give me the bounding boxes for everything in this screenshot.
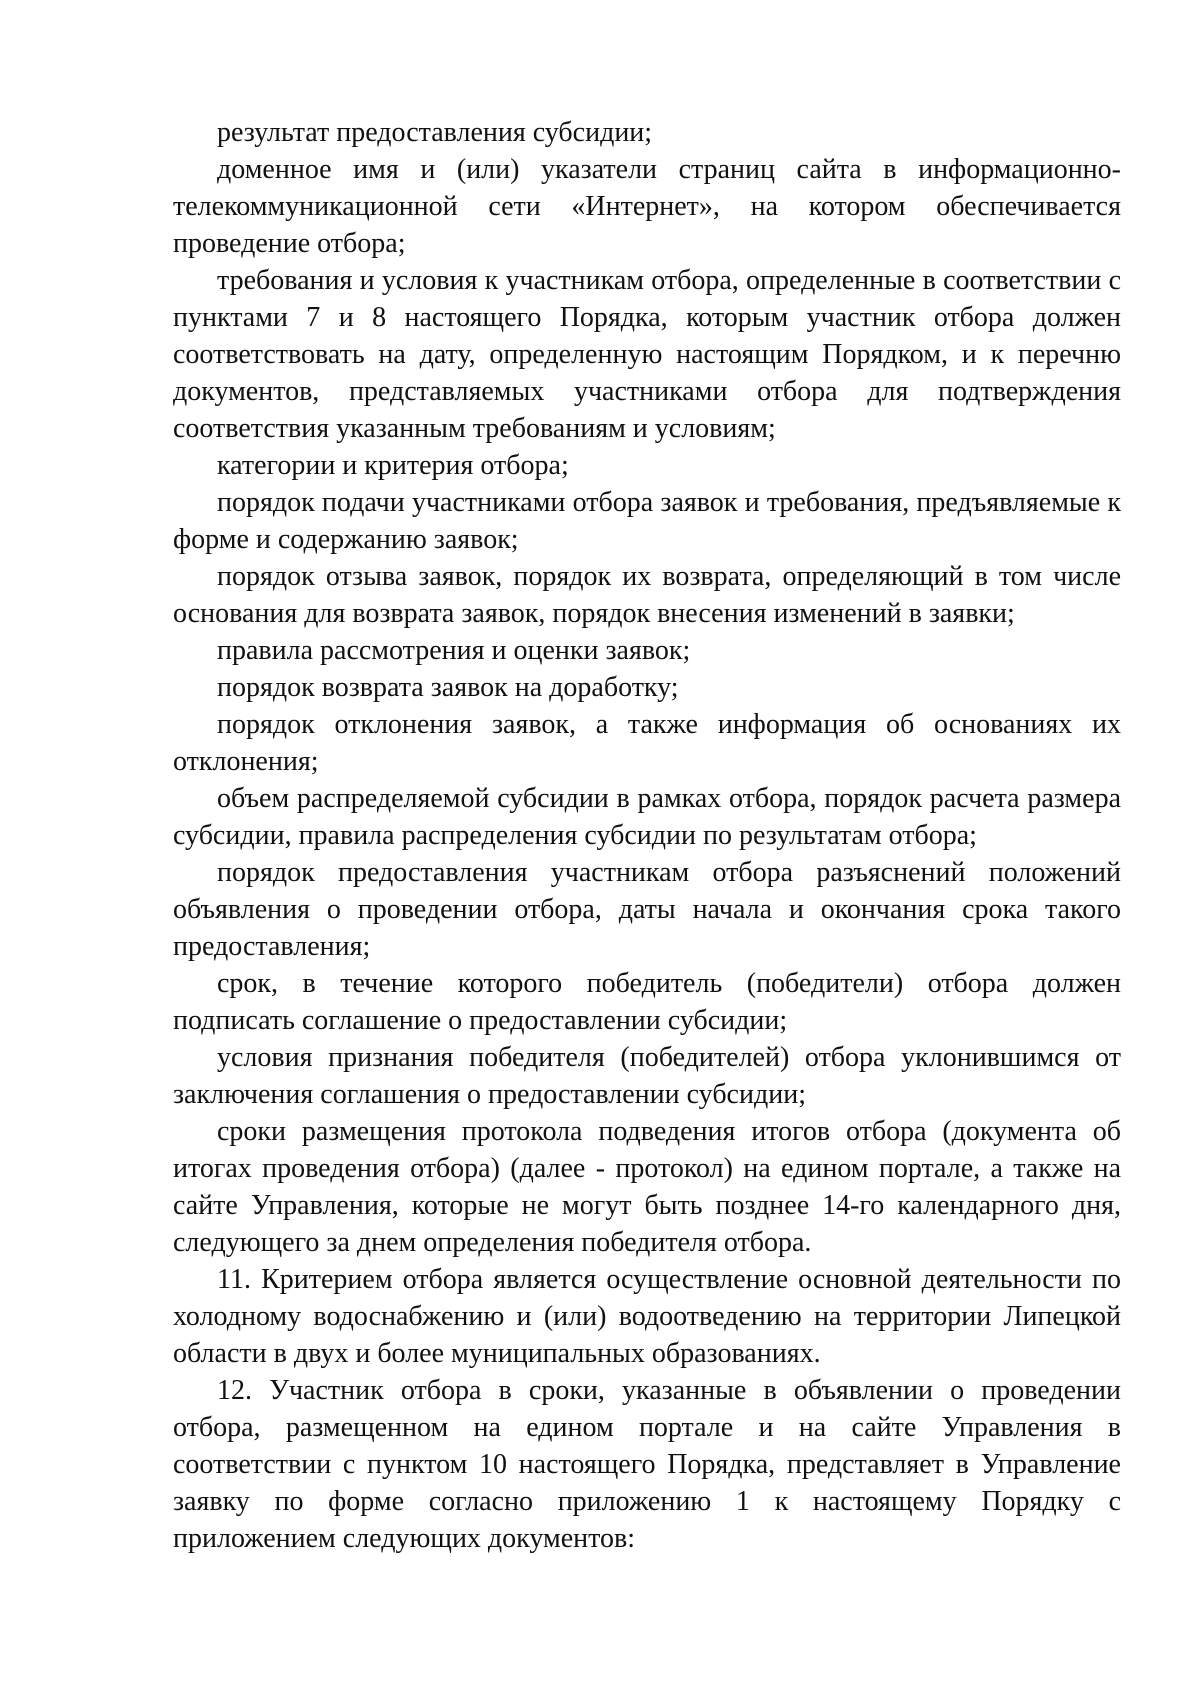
paragraph: результат предоставления субсидии; (217, 117, 653, 148)
paragraph: правила рассмотрения и оценки заявок; (217, 635, 691, 666)
paragraph: порядок подачи участниками отбора заявок и требования, предъявляемые к форме и содержанию заявок; (173, 487, 1121, 555)
paragraph: доменное имя и (или) указатели страниц сайта в информационно-телекоммуникационной сети «Интернет», на котором обеспечивается проведение отбора; (173, 154, 1121, 259)
paragraph: порядок отклонения заявок, а также информация об основаниях их отклонения; (173, 709, 1121, 777)
paragraph: порядок предоставления участникам отбора разъяснений положений объявления о проведении отбора, даты начала и окончания срока такого предоставления; (173, 857, 1121, 962)
paragraph: объем распределяемой субсидии в рамках отбора, порядок расчета размера субсидии, правила распределения субсидии по результатам отбора; (173, 783, 1121, 851)
paragraph: сроки размещения протокола подведения итогов отбора (документа об итогах проведения отбора) (далее - протокол) на едином портале, а также на сайте Управления, которые не могут быть позднее 14-го календарного дня, следующего за днем определения победителя отбора. (173, 1116, 1121, 1258)
paragraph: требования и условия к участникам отбора, определенные в соответствии с пунктами 7 и 8 настоящего Порядка, которым участник отбора должен соответствовать на дату, определенную настоящим Порядком, и к перечню документов, представляемых участниками отбора для подтверждения соответствия указанным требованиям и условиям; (173, 265, 1121, 444)
paragraph: срок, в течение которого победитель (победители) отбора должен подписать соглашение о предоставлении субсидии; (173, 968, 1121, 1036)
paragraph: категории и критерия отбора; (217, 450, 569, 481)
document-body (173, 114, 1121, 1557)
paragraph: порядок отзыва заявок, порядок их возврата, определяющий в том числе основания для возврата заявок, порядок внесения изменений в заявки; (173, 561, 1121, 629)
paragraph: 11. Критерием отбора является осуществление основной деятельности по холодному водоснабжению и (или) водоотведению на территории Липецкой области в двух и более муниципальных образованиях. (173, 1264, 1121, 1369)
paragraph: 12. Участник отбора в сроки, указанные в объявлении о проведении отбора, размещенном на едином портале и на сайте Управления в соответствии с пунктом 10 настоящего Порядка, представляет в Управление заявку по форме согласно приложению 1 к настоящему Порядку с приложением следующих документов: (173, 1375, 1121, 1554)
paragraph: порядок возврата заявок на доработку; (217, 672, 679, 703)
paragraph: условия признания победителя (победителей) отбора уклонившимся от заключения соглашения о предоставлении субсидии; (173, 1042, 1121, 1110)
